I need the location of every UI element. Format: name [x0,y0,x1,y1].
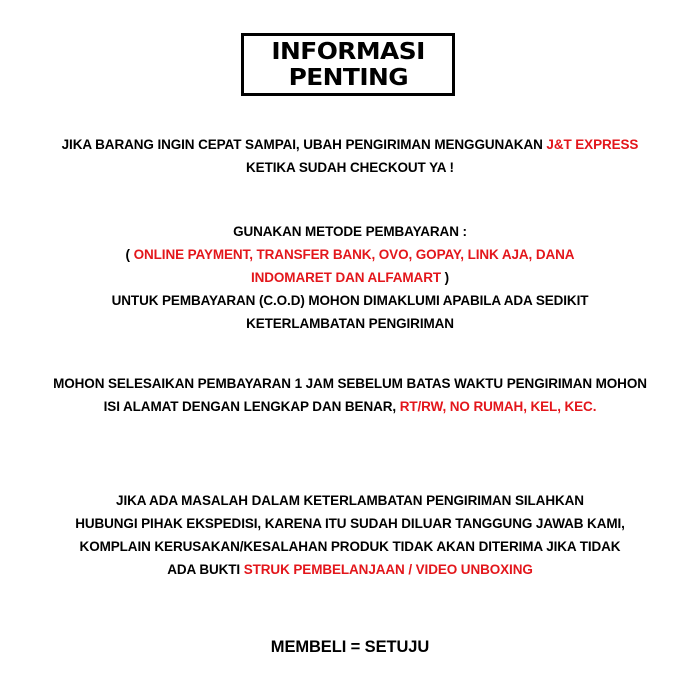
payment-line-2 [0,243,700,266]
address-details-highlight: RT/RW, NO RUMAH, KEL, KEC. [399,399,597,414]
address-line-2 [0,395,700,418]
title-box [241,33,455,96]
payment-line-5: KETERLAMBATAN PENGIRIMAN [246,316,454,331]
title-line-1: INFORMASI [271,38,425,65]
payment-methods-highlight: ONLINE PAYMENT, TRANSFER BANK, OVO, GOPAY, LINK AJA, DANA [133,247,575,262]
problems-line-3: KOMPLAIN KERUSAKAN/KESALAHAN PRODUK TIDAK AKAN DITERIMA JIKA TIDAK [79,539,621,554]
shipping-line-1 [0,133,700,156]
shipping-text: JIKA BARANG INGIN CEPAT SAMPAI, UBAH PENGIRIMAN MENGGUNAKAN [61,137,547,152]
problems-text: ADA BUKTI [167,562,244,577]
address-text: ISI ALAMAT DENGAN LENGKAP DAN BENAR, [103,399,400,414]
problems-section [0,489,700,581]
address-line-1: MOHON SELESAIKAN PEMBAYARAN 1 JAM SEBELUM BATAS WAKTU PENGIRIMAN MOHON [53,376,647,391]
payment-section [0,220,700,335]
payment-line-3 [0,266,700,289]
problems-line-2: HUBUNGI PIHAK EKSPEDISI, KARENA ITU SUDAH DILUAR TANGGUNG JAWAB KAMI, [75,516,625,531]
payment-stores-highlight: INDOMARET DAN ALFAMART [250,270,441,285]
title-line-2: PENTING [288,64,408,91]
paren-close: ) [440,270,450,285]
shipping-section [0,133,700,179]
problems-line-1: JIKA ADA MASALAH DALAM KETERLAMBATAN PENGIRIMAN SILAHKAN [116,493,584,508]
footer-text: MEMBELI = SETUJU [270,638,430,656]
payment-line-4: UNTUK PEMBAYARAN (C.O.D) MOHON DIMAKLUMI APABILA ADA SEDIKIT [111,293,589,308]
payment-line-1: GUNAKAN METODE PEMBAYARAN : [233,224,467,239]
proof-highlight: STRUK PEMBELANJAAN / VIDEO UNBOXING [243,562,533,577]
problems-line-4 [0,558,700,581]
courier-highlight: J&T EXPRESS [546,137,639,152]
footer-section [0,636,700,659]
address-section [0,372,700,418]
paren-open: ( [125,247,134,262]
shipping-line-2: KETIKA SUDAH CHECKOUT YA ! [246,160,454,175]
